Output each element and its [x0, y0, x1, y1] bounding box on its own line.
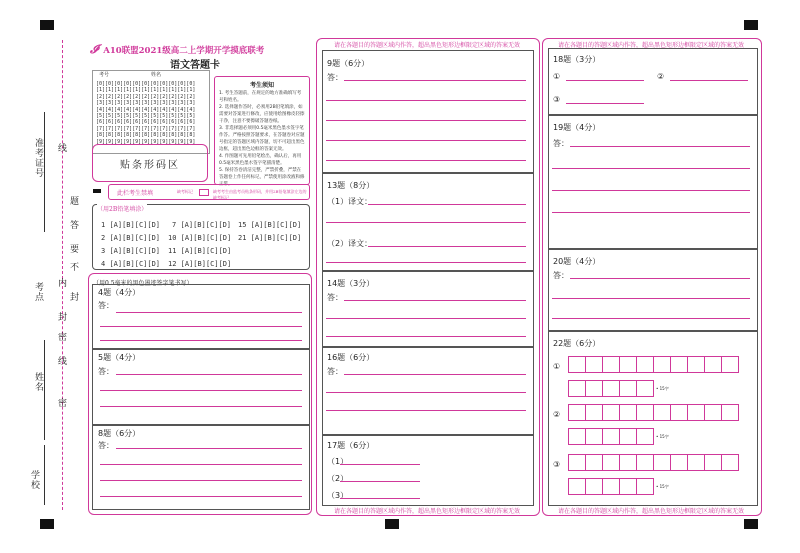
notice-line-3: 3. 非选择题必须用0.5毫米黑色墨水签字笔作答。严格按照答题要求，在答题卷对应题号指定的答题区域内答题，切不可超出黑色边框，超出黑色边框的答案无效。: [219, 126, 305, 152]
q4-line-1[interactable]: [116, 312, 302, 313]
notice-line-1: 1. 考生答题前，在规定的地方准确填写考号和姓名。: [219, 91, 302, 103]
q22-grid-2b[interactable]: [569, 428, 654, 445]
notice-line-5: 5. 保持答卷清洁完整，严禁折叠，严禁在答题卷上作任何标记，严禁使用涂改液和修正带。: [219, 168, 305, 187]
brand-logo-icon: 𝓘: [90, 42, 99, 56]
notice-title: 考生须知: [249, 82, 274, 89]
exam-number-bubbles[interactable]: [0][0][0][0][0][0][0][0][0][0][0] [1][1][1][1][1][1][1][1][1][1][1] [2][2][2][2][2][2][2][2][2][2][2] [3][3][3][3][3][3][3][3][3][3][3] [4][4][4][4][4][4][4][4][4][4][4] [5][5][5][5][5][5][5][5][5][5][5] [6][6][6][6][6][6][6][6][6][6][6] [7][7][7][7][7][7][7][7][7][7][7] [8][8][8][8][8][8][8][8][8][8][8] [9][9][9][9][9][9][9][9][9][9][9]: [96, 81, 196, 145]
q22-grid-3a[interactable]: [569, 454, 739, 471]
q4-line-2[interactable]: [100, 326, 302, 327]
q20-line-2[interactable]: [552, 298, 750, 299]
q17-line-3[interactable]: [340, 498, 420, 499]
col2-top-warning: 请在各题目的答题区域内作答，超出黑色矩形边框限定区域的答案无效: [333, 42, 520, 49]
q13-line-1[interactable]: [368, 204, 526, 205]
mc-item-7[interactable]: 7 [A][B][C][D]: [172, 221, 232, 229]
q9-line-5[interactable]: [326, 160, 526, 161]
q17-line-1[interactable]: [340, 464, 420, 465]
q20-answer-label: 答：: [553, 271, 569, 280]
col3-bottom-warning: 请在各题目的答题区域内作答，超出黑色矩形边框限定区域的答案无效: [557, 508, 744, 515]
barcode-area: [92, 144, 208, 182]
q4-line-3[interactable]: [100, 340, 302, 341]
q19-title: 19题（4分）: [553, 123, 601, 132]
card-title: 语文答题卡: [170, 60, 220, 71]
mc-item-2[interactable]: 2 [A][B][C][D]: [101, 234, 161, 242]
q9-line-2[interactable]: [326, 100, 526, 101]
q9-line-3[interactable]: [326, 120, 526, 121]
absent-description: 缺考考生由监考员贴条形码，并用2B铅笔填涂左边的缺考标记: [213, 189, 307, 200]
dense-char: 密: [56, 398, 66, 408]
absent-label: 此栏考生禁填: [117, 190, 154, 197]
q18-sub3-label: ③: [553, 95, 561, 104]
q8-line-4[interactable]: [100, 496, 302, 497]
q17-title: 17题（6分）: [327, 441, 375, 450]
q22-sub2-label: ②: [553, 410, 561, 419]
q14-line-3[interactable]: [326, 336, 526, 337]
ticket-number-line: [44, 112, 45, 232]
q19-line-2[interactable]: [552, 168, 750, 169]
q20-title: 20题（4分）: [553, 257, 601, 266]
q17-sub3-label: （3）: [327, 491, 349, 500]
registration-mark-bl: [40, 519, 54, 529]
q22-grid-1a[interactable]: [569, 356, 739, 373]
mc-item-1[interactable]: 1 [A][B][C][D]: [101, 221, 161, 229]
multiple-choice-box: [92, 204, 310, 270]
warn-char-6: 封: [68, 292, 78, 302]
q22-wordcount-2: • 15字: [656, 434, 669, 439]
margin-name-line: [44, 340, 45, 440]
q18-line-3[interactable]: [566, 103, 644, 104]
q19-line-4[interactable]: [552, 212, 750, 213]
q18-sub2-label: ②: [657, 72, 665, 81]
q16-answer-label: 答：: [327, 367, 343, 376]
q19-line-3[interactable]: [552, 190, 750, 191]
q14-title: 14题（3分）: [327, 279, 375, 288]
q22-wordcount-1: • 15字: [656, 386, 669, 391]
q8-answer-label: 答：: [98, 441, 114, 450]
mc-item-3[interactable]: 3 [A][B][C][D]: [101, 247, 161, 255]
registration-mark-bm: [385, 519, 399, 529]
q20-line-3[interactable]: [552, 318, 750, 319]
q9-title: 9题（6分）: [327, 59, 370, 68]
q20-line-1[interactable]: [570, 278, 750, 279]
mc-title: （用2B铅笔填涂）: [97, 206, 148, 213]
margin-school-line: [44, 445, 45, 505]
q13-line-3[interactable]: [368, 246, 526, 247]
warn-char-7: 密: [56, 332, 66, 342]
q5-line-2[interactable]: [100, 390, 302, 391]
q4-answer-label: 答：: [98, 301, 114, 310]
warn-char-2: 答: [68, 220, 78, 230]
binding-line-char: 线: [56, 143, 66, 153]
q22-grid-3b[interactable]: [569, 478, 654, 495]
q22-sub3-label: ③: [553, 460, 561, 469]
q5-title: 5题（4分）: [98, 353, 141, 362]
q8-line-1[interactable]: [116, 448, 302, 449]
seal-char: 封: [56, 312, 66, 322]
q19-box: [548, 114, 758, 250]
name-label-vertical: 姓名: [33, 372, 43, 392]
mc-item-12[interactable]: 12 [A][B][C][D]: [168, 260, 232, 268]
warn-char-5: 内: [56, 278, 66, 288]
q22-title: 22题（6分）: [553, 339, 601, 348]
registration-mark-br: [744, 519, 758, 529]
q16-line-2[interactable]: [326, 392, 526, 393]
col2-bottom-warning: 请在各题目的答题区域内作答，超出黑色矩形边框限定区域的答案无效: [333, 508, 520, 515]
q13-sub1-label: （1）译文：: [327, 197, 373, 206]
q13-title: 13题（8分）: [327, 181, 375, 190]
q8-title: 8题（6分）: [98, 429, 141, 438]
q9-answer-label: 答：: [327, 73, 343, 82]
mc-item-10[interactable]: 10 [A][B][C][D]: [168, 234, 232, 242]
registration-mark-tl: [40, 20, 54, 30]
q19-answer-label: 答：: [553, 139, 569, 148]
absent-row: [108, 184, 310, 200]
q13-line-2[interactable]: [326, 222, 526, 223]
q8-line-3[interactable]: [100, 480, 302, 481]
q16-line-1[interactable]: [344, 374, 526, 375]
q13-line-4[interactable]: [326, 262, 526, 263]
registration-mark-tr: [744, 20, 758, 30]
exam-number-grid: [92, 70, 210, 154]
header: [90, 38, 315, 56]
q22-grid-2a[interactable]: [569, 404, 739, 421]
q22-wordcount-3: • 15字: [656, 484, 669, 489]
mc-item-11[interactable]: 11 [A][B][C][D]: [168, 247, 232, 255]
ink-note: （用0.5毫米的黑色墨迹签字笔书写）: [93, 280, 193, 287]
q18-line-2[interactable]: [670, 80, 748, 81]
notice-box: [214, 76, 310, 185]
exam-no-label: 考号: [99, 72, 110, 78]
col3-top-warning: 请在各题目的答题区域内作答，超出黑色矩形边框限定区域的答案无效: [557, 42, 744, 49]
mc-item-15[interactable]: 15 [A][B][C][D]: [238, 221, 302, 229]
binding-dash-line: [62, 40, 63, 510]
notice-line-2: 2. 选择题作答时，必须用2B铅笔填涂，如需要对答案进行修改，应使用绘图橡皮轻擦干净，注意不要擦破答题卷纸。: [219, 105, 305, 124]
q17-sub1-label: （1）: [327, 457, 349, 466]
q14-answer-label: 答：: [327, 293, 343, 302]
q17-line-2[interactable]: [340, 481, 420, 482]
q9-line-1[interactable]: [344, 80, 526, 81]
warn-char-8: 线: [56, 356, 66, 366]
q19-line-1[interactable]: [570, 146, 750, 147]
q22-sub1-label: ①: [553, 362, 561, 371]
q18-sub1-label: ①: [553, 72, 561, 81]
q9-line-4[interactable]: [326, 140, 526, 141]
warn-char-4: 不: [68, 262, 78, 272]
q18-line-1[interactable]: [566, 80, 644, 81]
q8-line-2[interactable]: [100, 464, 302, 465]
warn-char-3: 要: [68, 244, 78, 254]
q13-sub2-label: （2）译文：: [327, 239, 373, 248]
mc-item-4[interactable]: 4 [A][B][C][D]: [101, 260, 161, 268]
q16-line-3[interactable]: [326, 410, 526, 411]
q22-grid-1b[interactable]: [569, 380, 654, 397]
q14-line-1[interactable]: [344, 300, 526, 301]
ticket-number-label: 准考证号: [33, 138, 43, 178]
q16-title: 16题（6分）: [327, 353, 375, 362]
exam-room-label: 考点: [33, 282, 43, 302]
q18-title: 18题（3分）: [553, 55, 601, 64]
notice-line-4: 4. 作图题可先用铅笔绘出，确认后，再用0.5毫米黑色墨水签字笔描清楚。: [219, 154, 302, 166]
barcode-label: 贴条形码区: [120, 159, 180, 171]
q5-line-3[interactable]: [100, 406, 302, 407]
absent-note: 缺考标记: [177, 189, 193, 194]
header-title: A10联盟2021级高二上学期开学摸底联考: [103, 46, 265, 56]
mc-item-21[interactable]: 21 [A][B][C][D]: [238, 234, 302, 242]
q5-line-1[interactable]: [116, 374, 302, 375]
q4-title: 4题（4分）: [98, 288, 141, 297]
absent-marker: [93, 189, 101, 193]
school-label-vertical: 学校: [29, 470, 39, 490]
absent-checkbox[interactable]: [199, 189, 209, 196]
warn-char-1: 题: [68, 196, 78, 206]
q5-answer-label: 答：: [98, 367, 114, 376]
q17-sub2-label: （2）: [327, 474, 349, 483]
exam-name-label: 姓名: [151, 72, 162, 78]
q14-line-2[interactable]: [326, 318, 526, 319]
